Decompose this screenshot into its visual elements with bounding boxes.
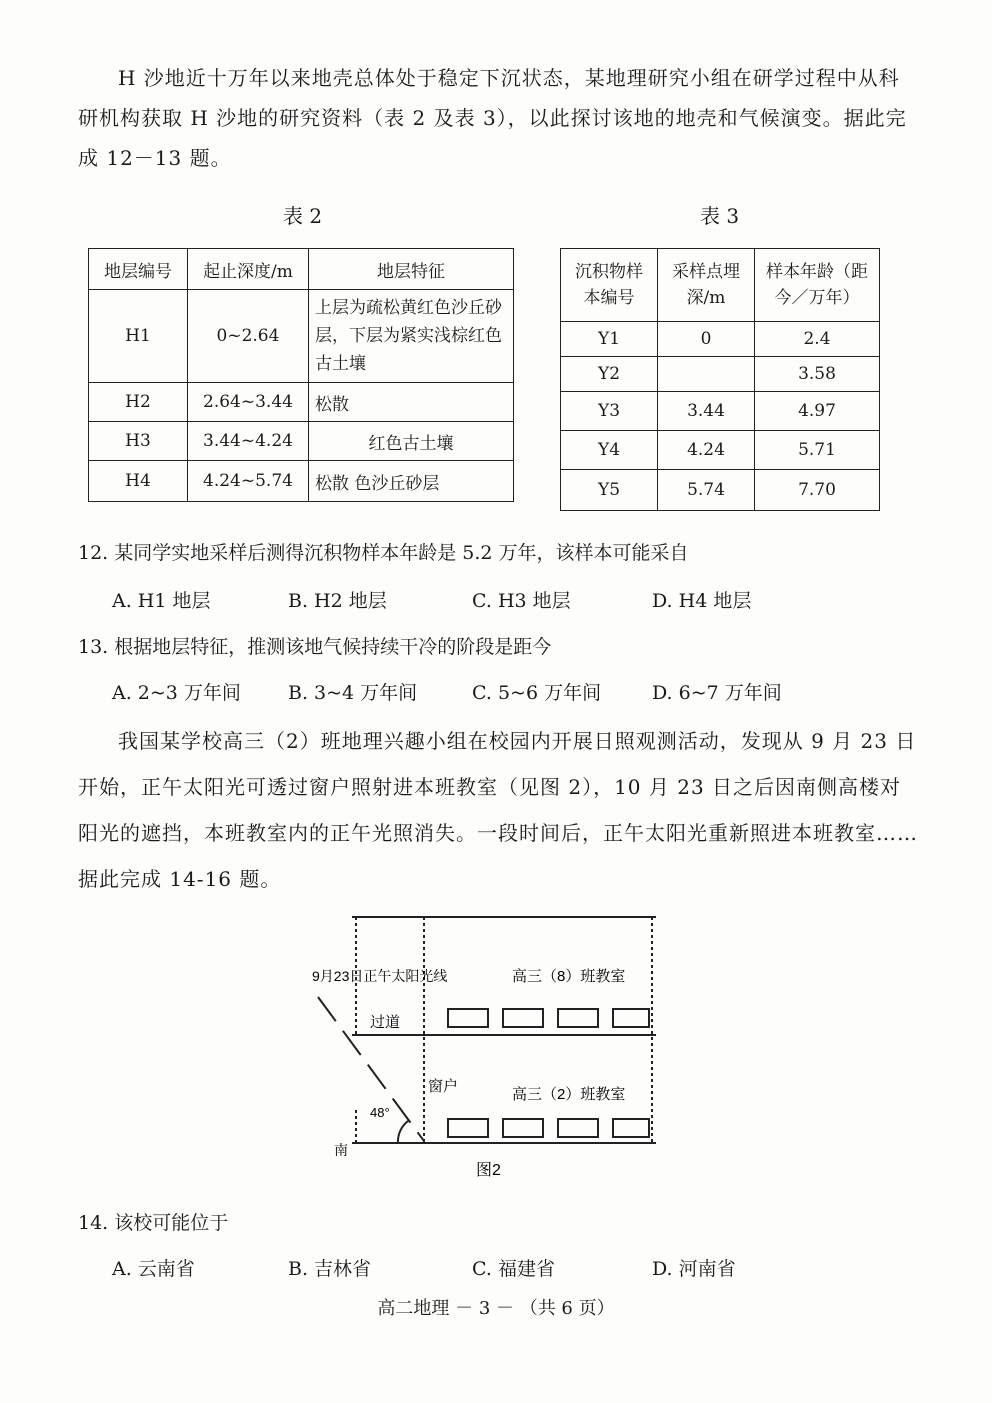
table-cell: 2.64~3.44: [188, 383, 309, 422]
question-13: 13. 根据地层特征，推测该地气候持续干冷的阶段是距今: [78, 636, 552, 658]
table-cell: 3.44~4.24: [188, 422, 309, 461]
table-cell: 上层为疏松黄红色沙丘砂层，下层为紧实浅棕红色古土壤: [309, 290, 514, 383]
table-cell: 7.70: [755, 470, 880, 511]
table-cell: 5.74: [658, 470, 755, 511]
option-b[interactable]: B. H2 地层: [288, 590, 387, 612]
table-cell: 3.58: [755, 357, 880, 392]
angle-label: 48°: [370, 1105, 390, 1120]
sun-line-label-text: 9月23日正午太阳光线: [312, 968, 448, 984]
desk: [448, 1009, 488, 1027]
option-c[interactable]: C. 福建省: [472, 1258, 555, 1280]
option-c[interactable]: C. H3 地层: [472, 590, 571, 612]
table-cell: 红色古土壤: [309, 422, 514, 461]
option-d[interactable]: D. H4 地层: [652, 590, 752, 612]
table-cell: H2: [89, 383, 188, 422]
table-cell: H4: [89, 461, 188, 502]
table-cell: 3.44: [658, 392, 755, 431]
figure-2: [0, 905, 992, 1185]
desk: [613, 1119, 649, 1137]
table-cell: Y2: [561, 357, 658, 392]
table-row: [561, 322, 880, 357]
desk: [448, 1119, 488, 1137]
table-cell: 4.24: [658, 431, 755, 470]
desks-lower-row: [448, 1119, 649, 1137]
table-header: 沉积物样本编号: [561, 249, 658, 322]
table-cell: 4.24~5.74: [188, 461, 309, 502]
table-row: [561, 431, 880, 470]
figure-caption: 图2: [476, 1162, 501, 1179]
table3-caption: 表 3: [700, 204, 740, 228]
table-header: 采样点埋深/m: [658, 249, 755, 322]
table-cell: Y1: [561, 322, 658, 357]
table-cell: 松散: [309, 383, 514, 422]
option-c[interactable]: C. 5~6 万年间: [472, 682, 602, 704]
table-header: 地层编号: [89, 249, 188, 290]
option-a[interactable]: A. 2~3 万年间: [112, 682, 241, 704]
corridor-label: 过道: [370, 1014, 401, 1031]
desks-upper-row: [448, 1009, 649, 1027]
table-row: [561, 392, 880, 431]
option-d[interactable]: D. 河南省: [652, 1258, 736, 1280]
table-cell: 0~2.64: [188, 290, 309, 383]
option-a[interactable]: A. 云南省: [112, 1258, 195, 1280]
table-header: 地层特征: [309, 249, 514, 290]
desk: [503, 1009, 543, 1027]
class2-label: 高三（2）班教室: [512, 1086, 626, 1103]
table-header: 样本年龄（距今／万年）: [755, 249, 880, 322]
intro-paragraph-1: H 沙地近十万年以来地壳总体处于稳定下沉状态，某地理研究小组在研学过程中从科研机构获取 H 沙地的研究资料（表 2 及表 3），以此探讨该地的地壳和气候演变。据此完成 12－13 题。: [78, 66, 907, 170]
page-footer: 高二地理 － 3 － （共 6 页）: [377, 1298, 615, 1319]
table-cell: 0: [658, 322, 755, 357]
table-row: [561, 470, 880, 511]
table-cell: 5.71: [755, 431, 880, 470]
table-header-row: [561, 249, 880, 322]
table-cell: Y4: [561, 431, 658, 470]
option-b[interactable]: B. 3~4 万年间: [288, 682, 418, 704]
desk: [558, 1009, 598, 1027]
table-cell: Y5: [561, 470, 658, 511]
intro-paragraph-2: 我国某学校高三（2）班地理兴趣小组在校园内开展日照观测活动，发现从 9 月 23 日开始，正午太阳光可透过窗户照射进本班教室（见图 2），10 月 23 日之后因南侧高楼对阳光的遮挡，本班教室内的正午光照消失。一段时间后，正午太阳光重新照进本班教室……据此完成 14-16 题。: [78, 729, 918, 891]
table-row: [89, 461, 514, 502]
table2-caption: 表 2: [283, 204, 323, 228]
table-row: [561, 357, 880, 392]
question-14: 14. 该校可能位于: [78, 1212, 229, 1234]
sun-line-label: [312, 968, 447, 984]
table-cell: H1: [89, 290, 188, 383]
option-a[interactable]: A. H1 地层: [112, 590, 211, 612]
table-3: [560, 248, 880, 511]
window-label: 窗户: [428, 1078, 459, 1095]
table-header: 起止深度/m: [188, 249, 309, 290]
option-b[interactable]: B. 吉林省: [288, 1258, 372, 1280]
table-row: [89, 422, 514, 461]
class8-label: 高三（8）班教室: [512, 968, 626, 985]
table-cell: Y3: [561, 392, 658, 431]
table-cell: H3: [89, 422, 188, 461]
table-cell: [658, 357, 755, 392]
option-d[interactable]: D. 6~7 万年间: [652, 682, 782, 704]
angle-arc: [398, 1121, 408, 1143]
desk: [613, 1009, 649, 1027]
table-2: [88, 248, 514, 502]
table-row: [89, 383, 514, 422]
table-cell: 松散 色沙丘砂层: [309, 461, 514, 502]
table-row: [89, 290, 514, 383]
desk: [503, 1119, 543, 1137]
table-cell: 4.97: [755, 392, 880, 431]
table-header-row: [89, 249, 514, 290]
table-cell: 2.4: [755, 322, 880, 357]
desk: [558, 1119, 598, 1137]
south-label: 南: [334, 1142, 348, 1158]
question-12: 12. 某同学实地采样后测得沉积物样本年龄是 5.2 万年，该样本可能采自: [78, 542, 689, 564]
